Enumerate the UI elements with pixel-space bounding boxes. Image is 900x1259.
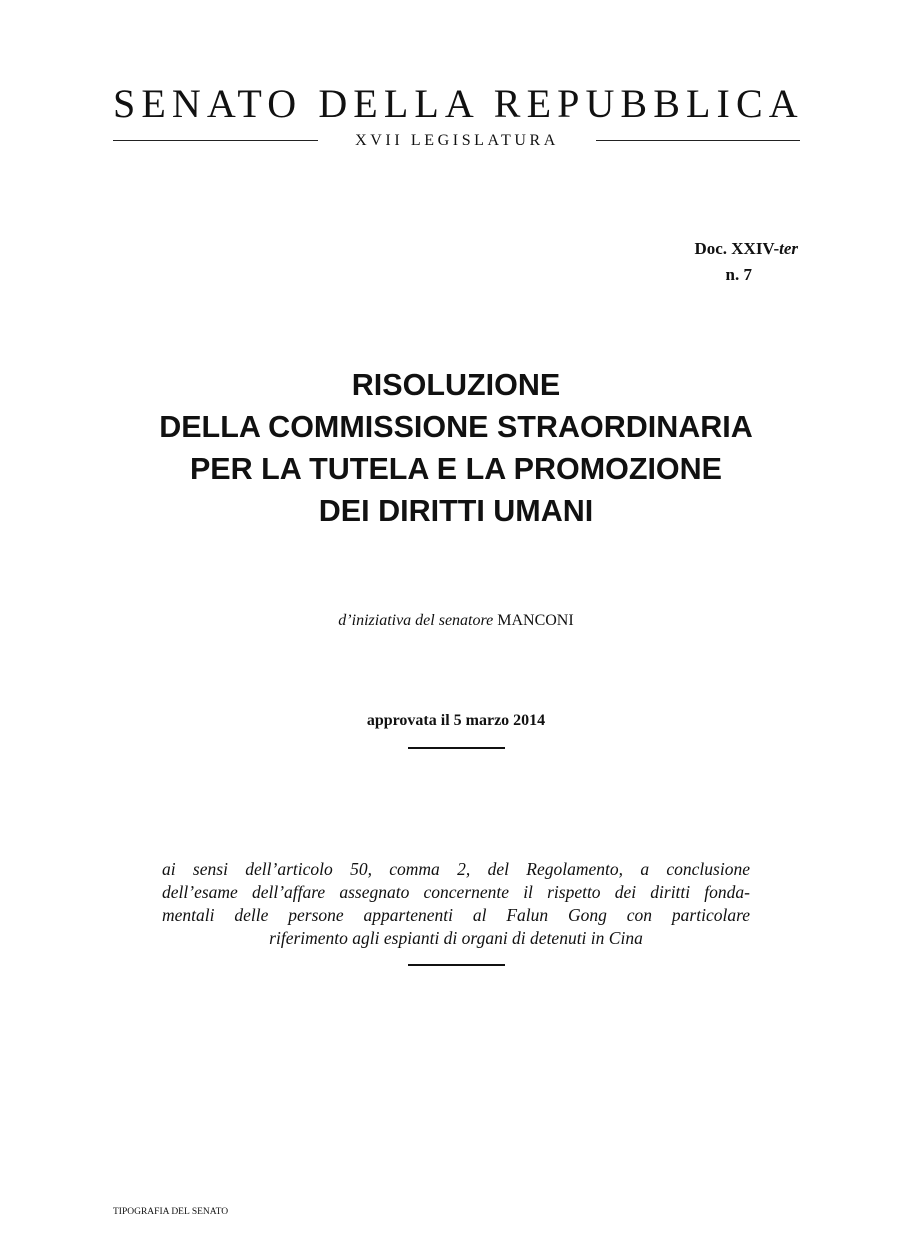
- title-line: PER LA TUTELA E LA PROMOZIONE: [189, 452, 723, 486]
- title-line: DELLA COMMISSIONE STRAORDINARIA: [159, 410, 753, 444]
- description-line: riferimento agli espianti di organi di detenuti in Cina: [269, 928, 643, 948]
- initiative-line: [150, 611, 762, 631]
- document-number: n. 7: [725, 265, 752, 284]
- title-line: RISOLUZIONE: [351, 368, 561, 402]
- document-code-suffix: ter: [779, 239, 798, 258]
- description-paragraph: [162, 858, 750, 950]
- document-title: [60, 364, 852, 532]
- title-line: DEI DIRITTI UMANI: [318, 494, 594, 528]
- description-line: dell’esame dell’affare assegnato concernente il rispetto dei diritti fonda-: [162, 882, 750, 902]
- description-line: mentali delle persone appartenenti al Falun Gong con particolare: [162, 905, 750, 925]
- document-code-prefix: Doc. XXIV-: [694, 239, 780, 258]
- legislature-label: XVII LEGISLATURA: [355, 132, 559, 149]
- senator-name: MANCONI: [497, 612, 574, 629]
- initiative-prefix: d’iniziativa del senatore: [338, 612, 494, 629]
- divider-rule: [408, 964, 505, 966]
- divider-rule: [408, 747, 505, 749]
- institution-title: SENATO DELLA REPUBBLICA: [113, 81, 804, 126]
- printer-footer: TIPOGRAFIA DEL SENATO: [113, 1207, 229, 1217]
- approval-date: approvata il 5 marzo 2014: [366, 712, 546, 729]
- document-code: [560, 236, 798, 262]
- masthead-rule-left: [113, 140, 318, 141]
- document-reference: [560, 236, 798, 288]
- description-line: ai sensi dell’articolo 50, comma 2, del Regolamento, a conclusione: [162, 859, 750, 879]
- masthead-rule-right: [596, 140, 800, 141]
